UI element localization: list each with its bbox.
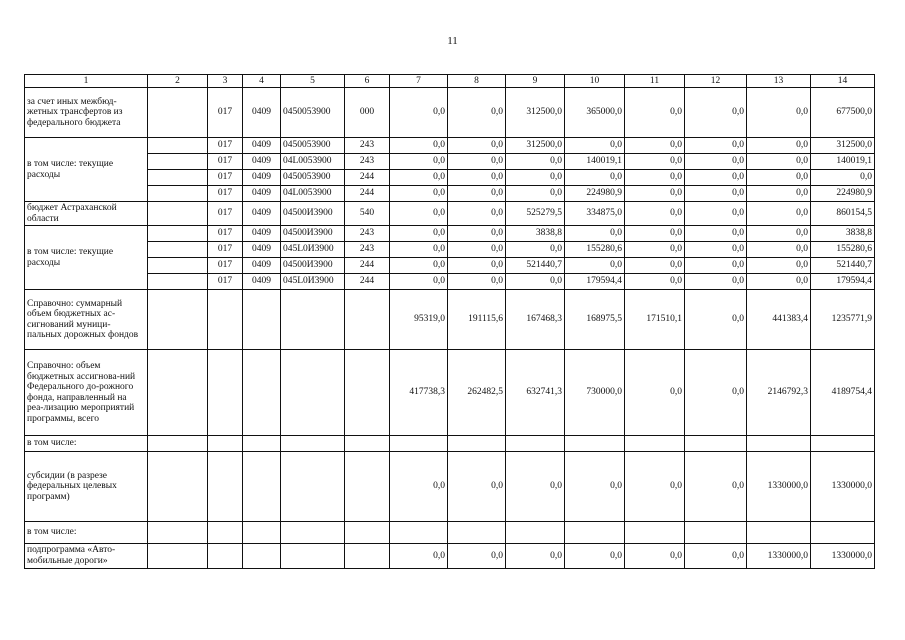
value-cell: 0,0: [625, 138, 685, 154]
value-cell: [811, 436, 875, 452]
code-cell: 017: [208, 138, 243, 154]
value-cell: 0,0: [625, 258, 685, 274]
value-cell: 0,0: [565, 170, 625, 186]
value-cell: 0,0: [625, 226, 685, 242]
value-cell: 0,0: [390, 544, 448, 568]
value-cell: 140019,1: [565, 154, 625, 170]
code-cell: 017: [208, 202, 243, 226]
value-cell: 334875,0: [565, 202, 625, 226]
value-cell: 1330000,0: [747, 452, 811, 522]
table-row: [25, 290, 875, 350]
value-cell: 417738,3: [390, 350, 448, 436]
value-cell: 0,0: [685, 202, 747, 226]
value-cell: 0,0: [390, 258, 448, 274]
column-header: 12: [685, 75, 747, 88]
grbs-cell: [148, 154, 208, 170]
section-cell: [243, 350, 281, 436]
table-row: [25, 522, 875, 544]
value-cell: 0,0: [625, 154, 685, 170]
table-row: [25, 242, 875, 258]
value-cell: [448, 436, 506, 452]
value-cell: 1330000,0: [747, 544, 811, 568]
section-cell: [243, 544, 281, 568]
value-cell: 0,0: [685, 350, 747, 436]
value-cell: 730000,0: [565, 350, 625, 436]
value-cell: 179594,4: [811, 274, 875, 290]
value-cell: 0,0: [747, 170, 811, 186]
value-cell: 1235771,9: [811, 290, 875, 350]
grbs-cell: [148, 290, 208, 350]
value-cell: 0,0: [448, 242, 506, 258]
grbs-cell: [148, 170, 208, 186]
value-cell: 0,0: [685, 290, 747, 350]
target-article-cell: [281, 522, 345, 544]
target-article-cell: 04500И3900: [281, 202, 345, 226]
value-cell: 0,0: [685, 274, 747, 290]
value-cell: 0,0: [506, 274, 565, 290]
value-cell: 0,0: [390, 154, 448, 170]
value-cell: 0,0: [565, 226, 625, 242]
row-label: в том числе: текущие расходы: [25, 226, 148, 290]
value-cell: 0,0: [625, 88, 685, 138]
target-article-cell: 04500И3900: [281, 258, 345, 274]
budget-table: [24, 74, 875, 569]
value-cell: 0,0: [390, 452, 448, 522]
target-article-cell: [281, 544, 345, 568]
value-cell: 0,0: [747, 154, 811, 170]
value-cell: 0,0: [448, 274, 506, 290]
value-cell: 0,0: [625, 274, 685, 290]
value-cell: [685, 522, 747, 544]
target-article-cell: [281, 290, 345, 350]
table-row: [25, 138, 875, 154]
column-header: 6: [345, 75, 390, 88]
value-cell: 0,0: [811, 170, 875, 186]
target-article-cell: [281, 452, 345, 522]
expense-type-cell: 000: [345, 88, 390, 138]
value-cell: 0,0: [390, 170, 448, 186]
grbs-cell: [148, 452, 208, 522]
value-cell: 0,0: [685, 242, 747, 258]
value-cell: 677500,0: [811, 88, 875, 138]
column-header: 2: [148, 75, 208, 88]
value-cell: 0,0: [625, 186, 685, 202]
row-label: субсидии (в разрезе федеральных целевых программ): [25, 452, 148, 522]
column-header: 13: [747, 75, 811, 88]
value-cell: [565, 522, 625, 544]
value-cell: 140019,1: [811, 154, 875, 170]
value-cell: 0,0: [448, 202, 506, 226]
code-cell: 017: [208, 258, 243, 274]
code-cell: [208, 522, 243, 544]
expense-type-cell: 244: [345, 258, 390, 274]
code-cell: 017: [208, 226, 243, 242]
value-cell: 224980,9: [811, 186, 875, 202]
value-cell: 0,0: [685, 452, 747, 522]
code-cell: [208, 436, 243, 452]
value-cell: 0,0: [506, 186, 565, 202]
column-header: 9: [506, 75, 565, 88]
value-cell: [506, 522, 565, 544]
value-cell: [565, 436, 625, 452]
row-label: в том числе: текущие расходы: [25, 138, 148, 202]
value-cell: 0,0: [565, 544, 625, 568]
expense-type-cell: 243: [345, 242, 390, 258]
value-cell: 0,0: [625, 242, 685, 258]
grbs-cell: [148, 436, 208, 452]
value-cell: 312500,0: [506, 138, 565, 154]
table-row: [25, 350, 875, 436]
grbs-cell: [148, 202, 208, 226]
code-cell: [208, 350, 243, 436]
value-cell: 1330000,0: [811, 452, 875, 522]
code-cell: 017: [208, 186, 243, 202]
section-cell: 0409: [243, 154, 281, 170]
target-article-cell: 0450053900: [281, 138, 345, 154]
value-cell: 0,0: [448, 226, 506, 242]
value-cell: 0,0: [685, 154, 747, 170]
value-cell: 0,0: [685, 544, 747, 568]
expense-type-cell: [345, 544, 390, 568]
value-cell: 0,0: [390, 138, 448, 154]
value-cell: 0,0: [448, 186, 506, 202]
expense-type-cell: 243: [345, 226, 390, 242]
section-cell: 0409: [243, 138, 281, 154]
value-cell: 0,0: [448, 138, 506, 154]
grbs-cell: [148, 544, 208, 568]
value-cell: 0,0: [685, 186, 747, 202]
value-cell: [390, 436, 448, 452]
grbs-cell: [148, 522, 208, 544]
column-header: 4: [243, 75, 281, 88]
table-row: [25, 544, 875, 568]
value-cell: [685, 436, 747, 452]
code-cell: 017: [208, 170, 243, 186]
value-cell: 0,0: [390, 186, 448, 202]
value-cell: 860154,5: [811, 202, 875, 226]
value-cell: 0,0: [506, 242, 565, 258]
header-row: [25, 75, 875, 88]
value-cell: 632741,3: [506, 350, 565, 436]
row-label: за счет иных межбюд-жетных трансфертов из федерального бюджета: [25, 88, 148, 138]
value-cell: 0,0: [506, 452, 565, 522]
value-cell: 0,0: [448, 258, 506, 274]
value-cell: 0,0: [390, 242, 448, 258]
value-cell: 262482,5: [448, 350, 506, 436]
table-row: [25, 170, 875, 186]
expense-type-cell: 244: [345, 274, 390, 290]
table-row: [25, 452, 875, 522]
value-cell: 0,0: [747, 202, 811, 226]
expense-type-cell: [345, 522, 390, 544]
value-cell: 168975,5: [565, 290, 625, 350]
value-cell: 0,0: [685, 138, 747, 154]
row-label: в том числе:: [25, 436, 148, 452]
grbs-cell: [148, 350, 208, 436]
table-row: [25, 436, 875, 452]
expense-type-cell: [345, 290, 390, 350]
target-article-cell: [281, 436, 345, 452]
value-cell: 0,0: [506, 170, 565, 186]
row-label: Справочно: объем бюджетных ассигнова-ний Федерального до-рожного фонда, направленный на реа-лизацию мероприятий программы, всего: [25, 350, 148, 436]
value-cell: 0,0: [448, 544, 506, 568]
expense-type-cell: [345, 436, 390, 452]
section-cell: [243, 452, 281, 522]
target-article-cell: 0450053900: [281, 88, 345, 138]
section-cell: [243, 290, 281, 350]
expense-type-cell: [345, 452, 390, 522]
value-cell: 0,0: [448, 88, 506, 138]
grbs-cell: [148, 88, 208, 138]
value-cell: 0,0: [625, 350, 685, 436]
value-cell: 155280,6: [811, 242, 875, 258]
value-cell: 0,0: [565, 452, 625, 522]
value-cell: 521440,7: [506, 258, 565, 274]
expense-type-cell: 540: [345, 202, 390, 226]
section-cell: 0409: [243, 202, 281, 226]
section-cell: 0409: [243, 242, 281, 258]
expense-type-cell: 243: [345, 138, 390, 154]
table-row: [25, 226, 875, 242]
value-cell: 3838,8: [811, 226, 875, 242]
expense-type-cell: 244: [345, 170, 390, 186]
column-header: 10: [565, 75, 625, 88]
row-label: подпрограмма «Авто-мобильные дороги»: [25, 544, 148, 568]
value-cell: 95319,0: [390, 290, 448, 350]
target-article-cell: 04L0053900: [281, 186, 345, 202]
target-article-cell: 04L0053900: [281, 154, 345, 170]
value-cell: 0,0: [625, 452, 685, 522]
target-article-cell: 045L0И3900: [281, 242, 345, 258]
value-cell: [625, 522, 685, 544]
value-cell: 0,0: [448, 452, 506, 522]
value-cell: 0,0: [448, 170, 506, 186]
value-cell: 0,0: [747, 138, 811, 154]
target-article-cell: [281, 350, 345, 436]
page-number: 11: [447, 35, 458, 47]
value-cell: 365000,0: [565, 88, 625, 138]
value-cell: 0,0: [625, 170, 685, 186]
table-row: [25, 202, 875, 226]
section-cell: [243, 522, 281, 544]
table-row: [25, 154, 875, 170]
value-cell: 0,0: [685, 170, 747, 186]
value-cell: [747, 436, 811, 452]
code-cell: 017: [208, 242, 243, 258]
section-cell: 0409: [243, 186, 281, 202]
column-header: 11: [625, 75, 685, 88]
row-label: в том числе:: [25, 522, 148, 544]
grbs-cell: [148, 226, 208, 242]
grbs-cell: [148, 242, 208, 258]
value-cell: 0,0: [390, 274, 448, 290]
value-cell: 0,0: [685, 88, 747, 138]
value-cell: 441383,4: [747, 290, 811, 350]
value-cell: 525279,5: [506, 202, 565, 226]
value-cell: 224980,9: [565, 186, 625, 202]
value-cell: 0,0: [506, 544, 565, 568]
value-cell: [506, 436, 565, 452]
grbs-cell: [148, 258, 208, 274]
column-header: 1: [25, 75, 148, 88]
value-cell: 312500,0: [811, 138, 875, 154]
row-label: Справочно: суммарный объем бюджетных ас-сигнований муници-пальных дорожных фондов: [25, 290, 148, 350]
value-cell: 0,0: [565, 258, 625, 274]
section-cell: 0409: [243, 274, 281, 290]
value-cell: 3838,8: [506, 226, 565, 242]
value-cell: 0,0: [506, 154, 565, 170]
target-article-cell: 0450053900: [281, 170, 345, 186]
grbs-cell: [148, 138, 208, 154]
column-header: 5: [281, 75, 345, 88]
code-cell: 017: [208, 274, 243, 290]
value-cell: 4189754,4: [811, 350, 875, 436]
code-cell: [208, 290, 243, 350]
expense-type-cell: 244: [345, 186, 390, 202]
column-header: 14: [811, 75, 875, 88]
section-cell: 0409: [243, 170, 281, 186]
section-cell: 0409: [243, 226, 281, 242]
table-row: [25, 186, 875, 202]
value-cell: 0,0: [747, 226, 811, 242]
code-cell: [208, 452, 243, 522]
value-cell: [448, 522, 506, 544]
column-header: 8: [448, 75, 506, 88]
value-cell: 0,0: [390, 88, 448, 138]
code-cell: 017: [208, 154, 243, 170]
expense-type-cell: 243: [345, 154, 390, 170]
value-cell: 0,0: [747, 88, 811, 138]
section-cell: [243, 436, 281, 452]
code-cell: [208, 544, 243, 568]
section-cell: 0409: [243, 88, 281, 138]
value-cell: [811, 522, 875, 544]
table-row: [25, 274, 875, 290]
value-cell: [747, 522, 811, 544]
table-row: [25, 88, 875, 138]
value-cell: [390, 522, 448, 544]
section-cell: 0409: [243, 258, 281, 274]
value-cell: 191115,6: [448, 290, 506, 350]
value-cell: 0,0: [448, 154, 506, 170]
value-cell: 1330000,0: [811, 544, 875, 568]
value-cell: 179594,4: [565, 274, 625, 290]
value-cell: 2146792,3: [747, 350, 811, 436]
value-cell: 0,0: [747, 258, 811, 274]
column-header: 7: [390, 75, 448, 88]
value-cell: 0,0: [625, 544, 685, 568]
value-cell: 167468,3: [506, 290, 565, 350]
value-cell: 171510,1: [625, 290, 685, 350]
column-header: 3: [208, 75, 243, 88]
value-cell: 0,0: [747, 186, 811, 202]
value-cell: 0,0: [625, 202, 685, 226]
grbs-cell: [148, 186, 208, 202]
table-row: [25, 258, 875, 274]
value-cell: 0,0: [747, 274, 811, 290]
row-label: бюджет Астраханской области: [25, 202, 148, 226]
value-cell: 0,0: [685, 258, 747, 274]
value-cell: 155280,6: [565, 242, 625, 258]
value-cell: [625, 436, 685, 452]
value-cell: 0,0: [390, 202, 448, 226]
value-cell: 0,0: [747, 242, 811, 258]
code-cell: 017: [208, 88, 243, 138]
value-cell: 0,0: [390, 226, 448, 242]
value-cell: 521440,7: [811, 258, 875, 274]
value-cell: 312500,0: [506, 88, 565, 138]
value-cell: 0,0: [685, 226, 747, 242]
target-article-cell: 045L0И3900: [281, 274, 345, 290]
grbs-cell: [148, 274, 208, 290]
value-cell: 0,0: [565, 138, 625, 154]
expense-type-cell: [345, 350, 390, 436]
target-article-cell: 04500И3900: [281, 226, 345, 242]
